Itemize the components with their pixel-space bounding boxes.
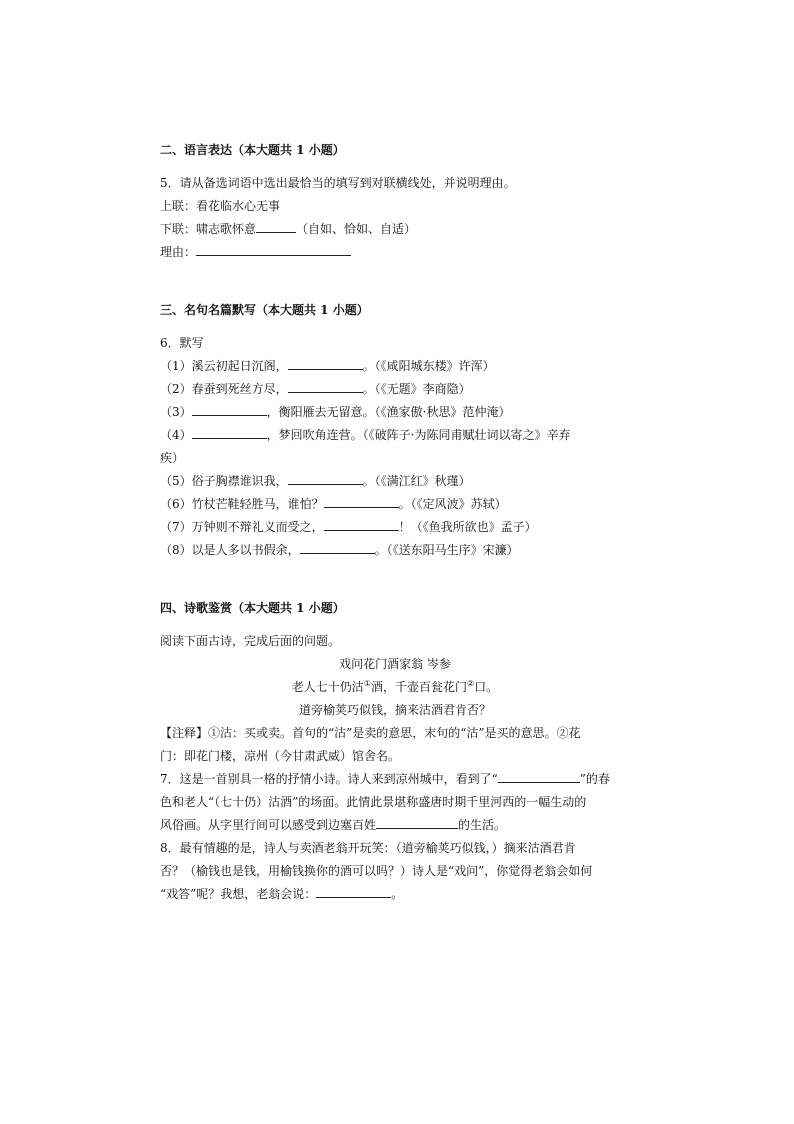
item-text: （8）以是人多以书假余， bbox=[160, 543, 300, 557]
section-3-title: 三、名句名篇默写（本大题共 1 小题） bbox=[160, 303, 369, 317]
q8-text: “戏答”呢？我想，老翁会说： bbox=[160, 887, 317, 901]
recite-item-5 bbox=[160, 470, 630, 493]
question-5: 5．请从备选词语中选出最恰当的填写到对联横线处，并说明理由。 bbox=[160, 176, 516, 190]
item-text: （3） bbox=[160, 405, 192, 419]
section-4-title: 四、诗歌鉴赏（本大题共 1 小题） bbox=[160, 601, 345, 615]
q7-text: 的生活。 bbox=[458, 818, 507, 832]
answer-blank[interactable] bbox=[324, 517, 399, 531]
q7-text: 7．这是一首别具一格的抒情小诗。诗人来到凉州城中，看到了“ bbox=[160, 772, 498, 786]
item-source: 。（《满江红》秋瑾） bbox=[362, 474, 471, 488]
recite-item-4-cont bbox=[160, 447, 630, 470]
poem-line-2: 道旁榆荚巧似钱，摘来沽酒君肯否？ bbox=[298, 703, 491, 717]
question-6: 6．默写 bbox=[160, 336, 204, 350]
item-source: ，衡阳雁去无留意。（《渔家傲·秋思》范仲淹） bbox=[266, 405, 511, 419]
answer-blank[interactable] bbox=[288, 379, 363, 393]
item-source: 。（《送东阳马生序》宋濂） bbox=[374, 543, 519, 557]
poem-text: 酒，千壶百瓮花门 bbox=[370, 680, 467, 694]
item-text: （1）溪云初起日沉阁， bbox=[160, 359, 288, 373]
recite-item-2 bbox=[160, 378, 630, 401]
reading-intro: 阅读下面古诗，完成后面的问题。 bbox=[160, 634, 341, 648]
page-content bbox=[160, 140, 630, 906]
reason-blank[interactable] bbox=[196, 242, 351, 256]
couplet-lower bbox=[160, 218, 630, 241]
annotation-line-1: 【注释】①沽：买或卖。首句的“沽”是卖的意思，末句的“沽”是买的意思。②花 bbox=[160, 726, 581, 740]
question-7-line-1 bbox=[160, 768, 630, 791]
answer-blank[interactable] bbox=[288, 356, 363, 370]
recite-item-1 bbox=[160, 355, 630, 378]
item-source: ，梦回吹角连营。（《破阵子·为陈同甫赋壮词以寄之》辛弃 bbox=[266, 428, 571, 442]
poem-title: 戏问花门酒家翁 岑参 bbox=[339, 657, 451, 671]
answer-blank[interactable] bbox=[192, 402, 267, 416]
couplet-lower-text: 下联：啸志歌怀意 bbox=[160, 222, 257, 236]
answer-blank[interactable] bbox=[316, 884, 391, 898]
note-marker: ① bbox=[363, 679, 371, 688]
answer-blank[interactable] bbox=[376, 815, 458, 829]
poem-text: 口。 bbox=[474, 680, 499, 694]
answer-blank[interactable] bbox=[324, 494, 399, 508]
item-text: （7）万钟则不辩礼义而受之， bbox=[160, 520, 324, 534]
recite-item-6 bbox=[160, 493, 630, 516]
item-text: 疾） bbox=[160, 451, 185, 465]
answer-blank[interactable] bbox=[498, 769, 580, 783]
recite-item-4 bbox=[160, 424, 630, 447]
q8-text: 。 bbox=[391, 887, 404, 901]
item-source: ！（《鱼我所欲也》孟子） bbox=[398, 520, 537, 534]
answer-blank[interactable] bbox=[300, 540, 375, 554]
couplet-upper: 上联：看花临水心无事 bbox=[160, 199, 281, 213]
poem-text: 老人七十仍沽 bbox=[291, 680, 364, 694]
item-source: 。（《咸阳城东楼》许浑） bbox=[362, 359, 495, 373]
couplet-options: （自如、恰如、自适） bbox=[296, 222, 417, 236]
question-8-line-3 bbox=[160, 883, 630, 906]
note-marker: ② bbox=[467, 679, 475, 688]
annotation-line-2: 门：即花门楼，凉州（今甘肃武威）馆舍名。 bbox=[160, 749, 401, 763]
q7-text: ”的春 bbox=[579, 772, 610, 786]
section-2-title: 二、语言表达（本大题共 1 小题） bbox=[160, 143, 345, 157]
item-text: （2）春蚕到死丝方尽， bbox=[160, 382, 288, 396]
item-text: （6）竹杖芒鞋轻胜马，谁怕？ bbox=[160, 497, 324, 511]
answer-blank[interactable] bbox=[288, 471, 363, 485]
item-source: 。（《定风波》苏轼） bbox=[398, 497, 507, 511]
q7-text: 风俗画。从字里行间可以感受到边塞百姓 bbox=[160, 818, 377, 832]
question-8-line-1: 8．最有情趣的是，诗人与卖酒老翁开玩笑：（道旁榆荚巧似钱，）摘来沽酒君肯 bbox=[160, 841, 576, 855]
question-7-line-3 bbox=[160, 814, 630, 837]
poem-line-1 bbox=[160, 676, 630, 699]
reason-line bbox=[160, 241, 630, 264]
item-source: 。（《无题》李商隐） bbox=[362, 382, 471, 396]
question-7-line-2: 色和老人“（七十仍）沽酒”的场面。此情此景堪称盛唐时期千里河西的一幅生动的 bbox=[160, 795, 587, 809]
question-8-line-2: 否？（榆钱也是钱，用榆钱换你的酒可以吗？）诗人是“戏问”，你觉得老翁会如何 bbox=[160, 864, 593, 878]
reason-label: 理由： bbox=[160, 245, 197, 259]
item-text: （5）俗子胸襟谁识我， bbox=[160, 474, 288, 488]
item-text: （4） bbox=[160, 428, 192, 442]
recite-item-8 bbox=[160, 539, 630, 562]
answer-blank[interactable] bbox=[256, 219, 296, 233]
recite-item-3 bbox=[160, 401, 630, 424]
recite-item-7 bbox=[160, 516, 630, 539]
answer-blank[interactable] bbox=[192, 425, 267, 439]
